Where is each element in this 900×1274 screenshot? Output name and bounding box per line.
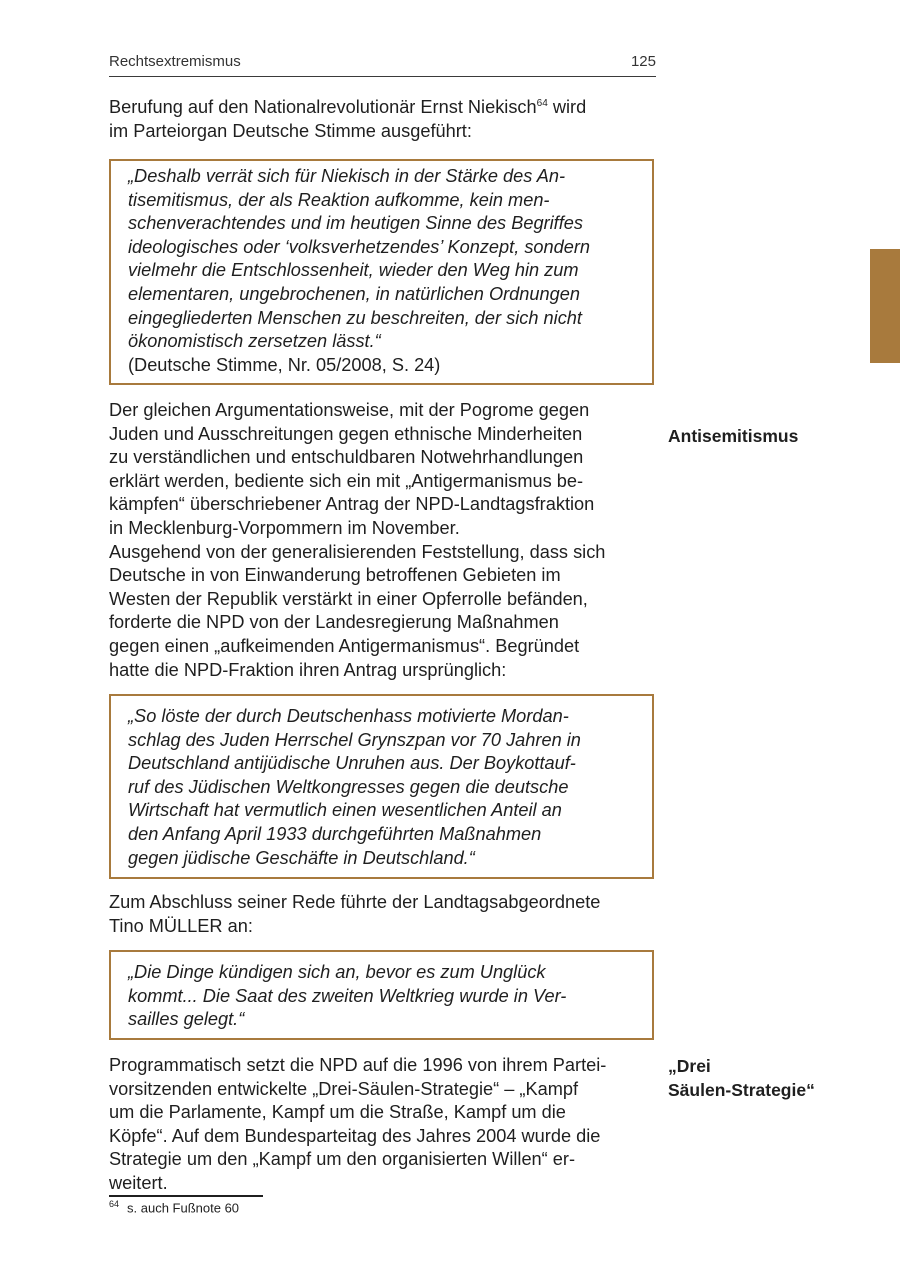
paragraph-line: hatte die NPD-Fraktion ihren Antrag ursprünglich: [109,659,507,680]
paragraph-line: Juden und Ausschreitungen gegen ethnische Minderheiten [109,423,583,444]
quote-line: kommt... Die Saat des zweiten Weltkrieg wurde in Ver- [128,985,567,1006]
footnote [109,1199,239,1215]
quote-box-mueller [109,950,654,1040]
quote-line: Deutschland antijüdische Unruhen aus. Der Boykottauf- [128,753,576,774]
paragraph-line: im Parteiorgan Deutsche Stimme ausgeführt: [109,120,472,141]
paragraph-line: weitert. [109,1172,168,1193]
quote-line: „Die Dinge kündigen sich an, bevor es zum Unglück [128,962,546,982]
quote-line: „So löste der durch Deutschenhass motivierte Mordan- [128,706,569,726]
quote-line: gegen jüdische Geschäfte in Deutschland.“ [128,847,475,868]
paragraph-line: Westen der Republik verstärkt in einer Opferrolle befänden, [109,588,588,609]
paragraph-line: Ausgehend von der generalisierenden Feststellung, dass sich [109,541,606,562]
text-segment: Berufung auf den Nationalrevolutionär Ernst Niekisch [109,97,537,117]
quote-line: eingegliederten Menschen zu beschreiten, der sich nicht [128,307,582,328]
margin-note-line: Säulen-Strategie“ [668,1079,815,1100]
quote-line: vielmehr die Entschlossenheit, wieder den Weg hin zum [128,260,579,281]
quote-line: schenverachtendes und im heutigen Sinne des Begriffes [128,213,583,234]
paragraph-drei-saeulen [109,1054,659,1196]
paragraph-line: gegen einen „aufkeimenden Antigermanismus“. Begründet [109,635,580,656]
paragraph-line: Tino MÜLLER an: [109,915,253,936]
paragraph-line: Zum Abschluss seiner Rede führte der Landtagsabgeordnete [109,892,601,912]
paragraph-line [109,96,659,120]
page-number: 125 [630,53,656,70]
quote-line: den Anfang April 1933 durchgeführten Maßnahmen [128,823,542,844]
footnote-number: 64 [109,1199,120,1209]
quote-line: „Deshalb verrät sich für Niekisch in der Stärke des An- [128,166,566,186]
footnote-text: s. auch Fußnote 60 [127,1200,240,1216]
paragraph-line: Programmatisch setzt die NPD auf die 1996 von ihrem Partei- [109,1055,607,1075]
paragraph-line: Strategie um den „Kampf um den organisierten Willen“ er- [109,1149,576,1170]
margin-note-line: „Drei [668,1056,711,1076]
text-segment: wird [547,97,587,117]
paragraph-line: forderte die NPD von der Landesregierung Maßnahmen [109,612,559,633]
paragraph-rede [109,891,659,938]
paragraph-line: um die Parlamente, Kampf um die Straße, Kampf um die [109,1102,566,1123]
paragraph-line: kämpfen“ überschriebener Antrag der NPD-Landtagsfraktion [109,494,595,515]
paragraph-line: Köpfe“. Auf dem Bundesparteitag des Jahres 2004 wurde die [109,1125,601,1146]
header-rule [109,76,656,77]
paragraph-line: zu verständlichen und entschuldbaren Notwehrhandlungen [109,447,584,468]
quote-line: Wirtschaft hat vermutlich einen wesentlichen Anteil an [128,800,562,821]
running-header-title: Rechtsextremismus [109,53,241,70]
quote-line: ökonomistisch zersetzen lässt.“ [128,331,381,352]
paragraph-intro [109,96,659,143]
quote-line: sailles gelegt.“ [128,1009,245,1030]
quote-line: ideologisches oder ‘volksverhetzendes’ Konzept, sondern [128,236,591,257]
quote-line: schlag des Juden Herrschel Grynszpan vor 70 Jahren in [128,729,581,750]
paragraph-line: in Mecklenburg-Vorpommern im November. [109,517,460,538]
quote-source: (Deutsche Stimme, Nr. 05/2008, S. 24) [128,354,441,375]
paragraph-line: Der gleichen Argumentationsweise, mit der Pogrome gegen [109,400,590,420]
paragraph-line: erklärt werden, bediente sich ein mit „Antigermanismus be- [109,470,584,491]
footnote-reference: 64 [536,97,548,109]
quote-box-deutsche-stimme [109,159,654,385]
chapter-thumb-tab [870,249,900,363]
paragraph-line: vorsitzenden entwickelte „Drei-Säulen-Strategie“ – „Kampf [109,1078,579,1099]
margin-note-drei-saeulen-strategie [668,1055,815,1102]
quote-line: elementaren, ungebrochenen, in natürlichen Ordnungen [128,283,580,304]
paragraph-line: Deutsche in von Einwanderung betroffenen Gebieten im [109,565,561,586]
quote-line: tisemitismus, der als Reaktion aufkomme, kein men- [128,189,550,210]
paragraph-antigermanismus [109,399,659,682]
quote-box-npd-antrag [109,694,654,879]
quote-line: ruf des Jüdischen Weltkongresses gegen die deutsche [128,776,569,797]
footnote-rule [109,1195,263,1197]
margin-note-antisemitismus: Antisemitismus [668,426,799,446]
